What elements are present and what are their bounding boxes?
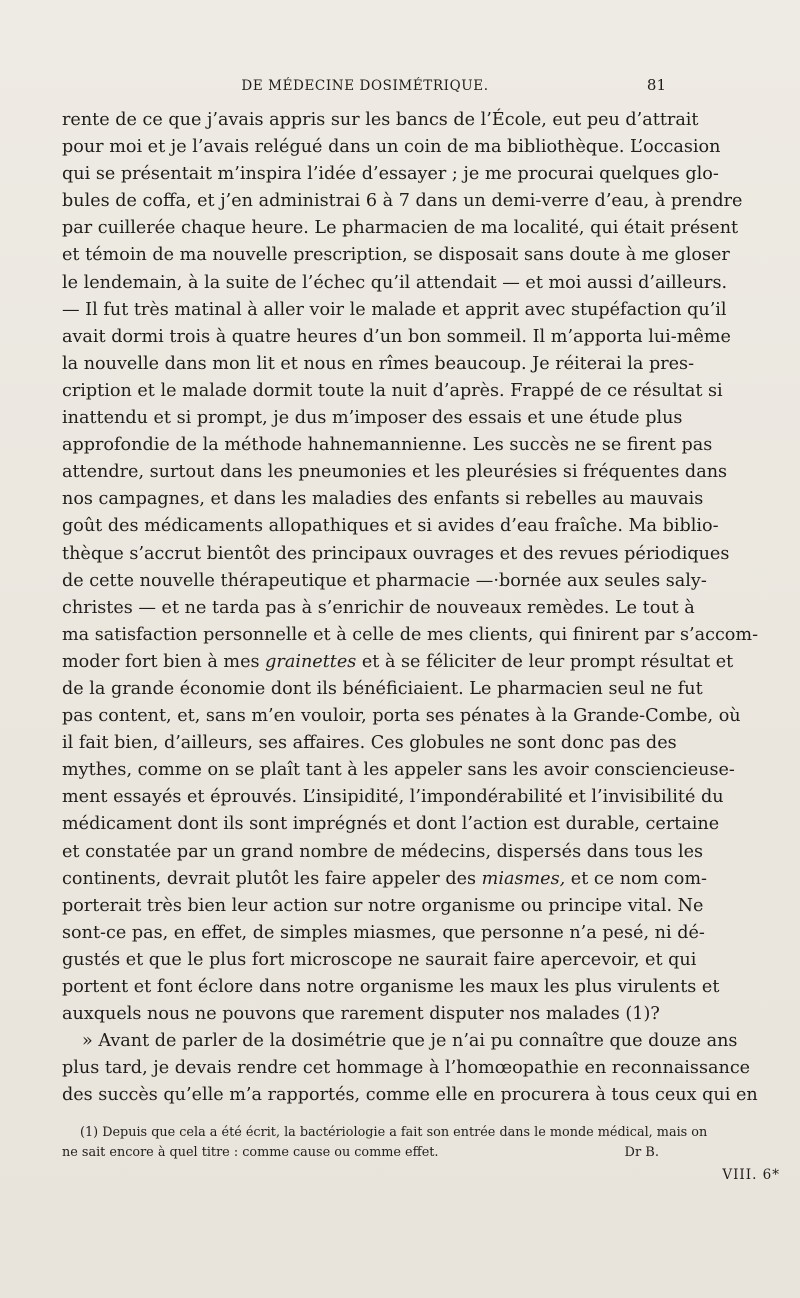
italic-term: grainettes [265, 651, 357, 672]
text-line: et constatée par un grand nombre de médecins, dispersés dans tous les [62, 841, 704, 862]
signature-mark: VIII. 6* [722, 1167, 780, 1183]
text-line [62, 649, 734, 676]
body-text [62, 107, 759, 1109]
text-line: cription et le malade dormit toute la nuit d’après. Frappé de ce résultat si [62, 380, 723, 401]
text-segment: moder fort bien à mes [62, 651, 266, 672]
text-line: approfondie de la méthode hahnemannienne. Les succès ne se firent pas [62, 435, 713, 456]
text-line: gustés et que le plus fort microscope ne saurait faire apercevoir, et qui [62, 949, 697, 970]
text-line: de cette nouvelle thérapeutique et pharmacie —·bornée aux seules saly- [62, 570, 707, 591]
text-line: attendre, surtout dans les pneumonies et les pleurésies si fréquentes dans [62, 462, 728, 483]
text-line: pas content, et, sans m’en vouloir, porta ses pénates à la Grande-Combe, où [62, 706, 741, 727]
text-line: pour moi et je l’avais relégué dans un coin de ma bibliothèque. L’occasion [62, 137, 721, 158]
text-line: mythes, comme on se plaît tant à les appeler sans les avoir consciencieuse- [62, 760, 735, 781]
footnote-signature: Dr B. [624, 1145, 659, 1160]
text-line: le lendemain, à la suite de l’échec qu’il attendait — et moi aussi d’ailleurs. [62, 272, 728, 293]
text-line: porterait très bien leur action sur notre organisme ou principe vital. Ne [62, 895, 704, 916]
text-line: ment essayés et éprouvés. L’insipidité, l’impondérabilité et l’invisibilité du [62, 787, 724, 808]
text-line: la nouvelle dans mon lit et nous en rîmes beaucoup. Je réiterai la pres- [62, 353, 695, 374]
text-line: » Avant de parler de la dosimétrie que je n’ai pu connaître que douze ans [82, 1031, 738, 1052]
text-line: et témoin de ma nouvelle prescription, se disposait sans doute à me gloser [62, 245, 730, 266]
text-line: auxquels nous ne pouvons que rarement disputer nos malades (1)? [62, 1004, 660, 1025]
text-line: bules de coffa, et j’en administrai 6 à 7 dans un demi-verre d’eau, à prendre [62, 191, 743, 212]
running-title: DE MÉDECINE DOSIMÉTRIQUE. [241, 78, 489, 94]
text-line: il fait bien, d’ailleurs, ses affaires. Ces globules ne sont donc pas des [62, 733, 677, 754]
text-line: nos campagnes, et dans les maladies des enfants si rebelles au mauvais [62, 489, 704, 510]
text-line: — Il fut très matinal à aller voir le malade et apprit avec stupéfaction qu’il [62, 299, 727, 320]
text-line: goût des médicaments allopathiques et si avides d’eau fraîche. Ma biblio- [62, 516, 719, 537]
text-line: avait dormi trois à quatre heures d’un bon sommeil. Il m’apporta lui-même [62, 326, 731, 347]
text-line [62, 866, 708, 893]
italic-term: miasmes, [481, 868, 566, 889]
text-line: thèque s’accrut bientôt des principaux ouvrages et des revues périodiques [62, 543, 730, 564]
footnote-line: ne sait encore à quel titre : comme cause ou comme effet. [62, 1145, 439, 1160]
text-segment: et à se féliciter de leur prompt résultat et [356, 651, 734, 672]
text-line: des succès qu’elle m’a rapportés, comme elle en procurera à tous ceux qui en [62, 1085, 758, 1106]
text-line: inattendu et si prompt, je dus m’imposer des essais et une étude plus [62, 408, 683, 429]
text-line: christes — et ne tarda pas à s’enrichir de nouveaux remèdes. Le tout à [62, 597, 695, 618]
text-line: médicament dont ils sont imprégnés et dont l’action est durable, certaine [62, 814, 720, 835]
text-line: ma satisfaction personnelle et à celle de mes clients, qui finirent par s’accom- [62, 624, 759, 645]
text-line: de la grande économie dont ils bénéficiaient. Le pharmacien seul ne fut [62, 678, 703, 699]
text-segment: et ce nom com- [565, 868, 708, 889]
text-line: portent et font éclore dans notre organisme les maux les plus virulents et [62, 977, 720, 997]
text-line: sont-ce pas, en effet, de simples miasmes, que personne n’a pesé, ni dé- [62, 922, 705, 943]
footnote-row [62, 1143, 671, 1163]
text-line: par cuillerée chaque heure. Le pharmacien de ma localité, qui était présent [62, 218, 739, 239]
text-line: rente de ce que j’avais appris sur les bancs de l’École, eut peu d’attrait [62, 110, 699, 130]
page-number: 81 [646, 76, 666, 94]
text-line: qui se présentait m’inspira l’idée d’essayer ; je me procurai quelques glo- [62, 164, 719, 185]
text-segment: continents, devrait plutôt les faire appeler des [62, 868, 482, 889]
text-line: plus tard, je devais rendre cet hommage à l’homœopathie en reconnaissance [62, 1058, 751, 1079]
footnote-line: (1) Depuis que cela a été écrit, la bactériologie a fait son entrée dans le monde médical, mais on [80, 1125, 708, 1140]
footnote [62, 1123, 708, 1163]
running-head [62, 76, 668, 100]
